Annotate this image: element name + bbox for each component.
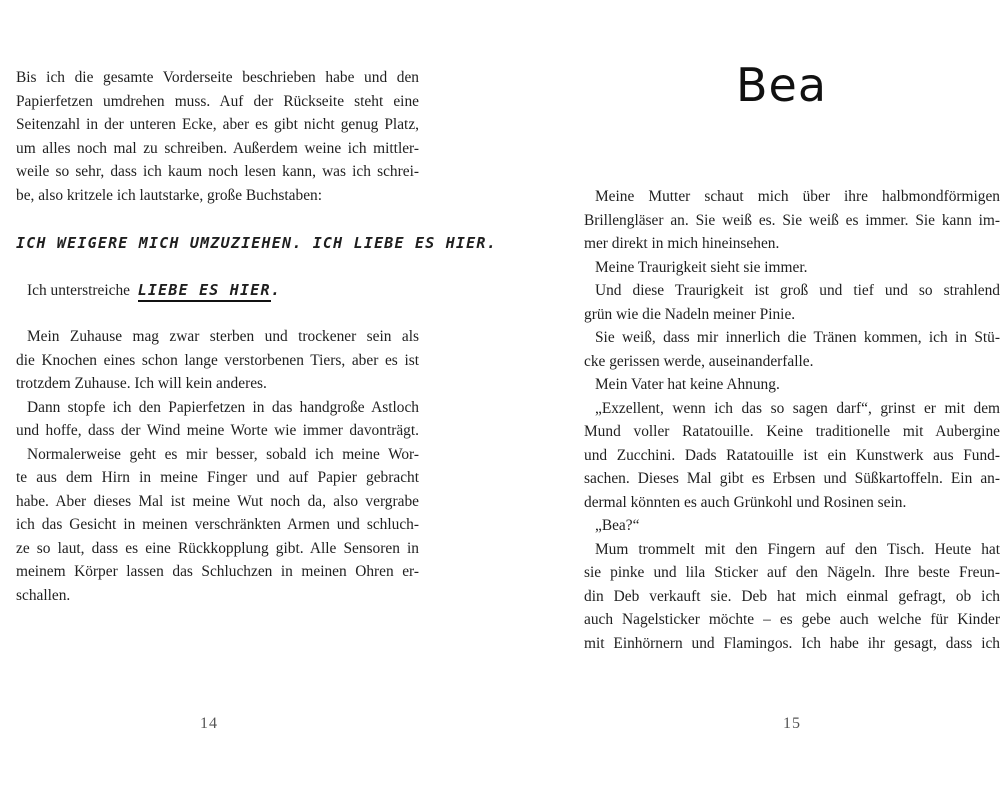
page-number: 14 (200, 715, 218, 732)
text-line: um alles noch mal zu schreiben. Außerdem weine ich mittler- (16, 139, 419, 157)
text-line: weile so sehr, dass ich kaum noch lesen kann, was ich schrei- (16, 163, 419, 180)
chapter-title: Bea (736, 58, 828, 112)
left-paragraph-2 (16, 325, 419, 607)
text-line: Mund voller Ratatouille. Keine traditionelle mit Aubergine (584, 423, 1000, 440)
page-number: 15 (783, 715, 801, 732)
handwritten-note (16, 232, 497, 256)
text-line: Und diese Traurigkeit ist groß und tief und so strahlend (595, 282, 1000, 299)
text-line: und hoffe, dass der Wind meine Worte wie immer davonträgt. (16, 422, 419, 439)
text-line: Bis ich die gesamte Vorderseite beschrieben habe und den (16, 69, 419, 86)
text-line: Meine Traurigkeit sieht sie immer. (595, 258, 808, 276)
handwritten-line: ICH WEIGERE MICH UMZUZIEHEN. ICH LIEBE ES HIER. (16, 234, 497, 252)
text-line: meinem Körper lassen das Schluchzen in meinen Ohren er- (16, 563, 419, 580)
underline-line (16, 279, 419, 303)
left-paragraph-1 (16, 66, 419, 207)
underline-prefix: Ich unterstreiche (27, 282, 130, 299)
text-line: trotzdem Zuhause. Ich will kein anderes. (16, 375, 267, 392)
right-body-text (584, 185, 1000, 655)
text-line: mit Einhörnern und Flamingos. Ich habe ihr gesagt, dass ich (584, 634, 1000, 652)
text-line: Meine Mutter schaut mich über ihre halbmondförmigen (595, 188, 1000, 205)
text-line: cke gerissen werde, auseinanderfalle. (584, 352, 814, 370)
text-line: ich das Gesicht in meinen verschränkten Armen und schluch- (16, 516, 419, 533)
text-line: habe. Aber dieses Mal ist meine Wut noch da, also vergrabe (16, 492, 419, 510)
right-page (500, 0, 1000, 800)
text-line: Dann stopfe ich den Papierfetzen in das handgroße Astloch (27, 398, 419, 416)
text-line: schallen. (16, 586, 71, 604)
underline-suffix: . (270, 281, 281, 299)
text-line: Brillengläser an. Sie weiß es. Sie weiß es immer. Sie kann im- (584, 211, 1000, 229)
text-line: „Bea?“ (595, 517, 640, 534)
text-line: te aus dem Hirn in meine Finger und auf Papier gebracht (16, 469, 419, 486)
text-line: Papierfetzen umdrehen muss. Auf der Rückseite steht eine (16, 92, 419, 110)
text-line: Seitenzahl in der unteren Ecke, aber es gibt nicht genug Platz, (16, 116, 419, 133)
text-line: Mein Vater hat keine Ahnung. (595, 376, 780, 393)
text-line: sachen. Dieses Mal gibt es Erbsen und Süßkartoffeln. Ein an- (584, 470, 1000, 487)
text-line: und Zucchini. Dads Ratatouille ist ein Kunstwerk aus Fund- (584, 446, 1000, 464)
text-line: „Exzellent, wenn ich das so sagen darf“, grinst er mit dem (595, 399, 1000, 417)
text-line: din Deb verkauft sie. Deb hat mich einmal gefragt, ob ich (584, 587, 1000, 605)
text-line: sie pinke und lila Sticker auf den Nägeln. Ihre beste Freun- (584, 564, 1000, 581)
text-line: Mein Zuhause mag zwar sterben und trockener sein als (27, 328, 419, 345)
text-line: auch Nagelsticker möchte – es gebe auch welche für Kinder (584, 611, 1000, 628)
text-line: dermal könnten es auch Grünkohl und Rosinen sein. (584, 493, 907, 511)
underlined-handwritten-text: LIEBE ES HIER (138, 281, 271, 302)
text-line: mer direkt in mich hineinsehen. (584, 235, 780, 252)
text-line: die Knochen eines schon lange verstorbenen Tiers, aber es ist (16, 351, 419, 369)
text-line: Sie weiß, dass mir innerlich die Tränen kommen, ich in Stü- (595, 329, 1000, 346)
text-line: be, also kritzele ich lautstarke, große Buchstaben: (16, 186, 322, 204)
text-line: Mum trommelt mit den Fingern auf den Tisch. Heute hat (595, 540, 1000, 558)
underline-sentence (16, 279, 419, 303)
text-line: grün wie die Nadeln meiner Pinie. (584, 305, 796, 323)
text-line: Normalerweise geht es mir besser, sobald ich meine Wor- (27, 445, 419, 463)
text-line: ze so laut, dass es eine Rückkopplung gibt. Alle Sensoren in (16, 539, 419, 557)
